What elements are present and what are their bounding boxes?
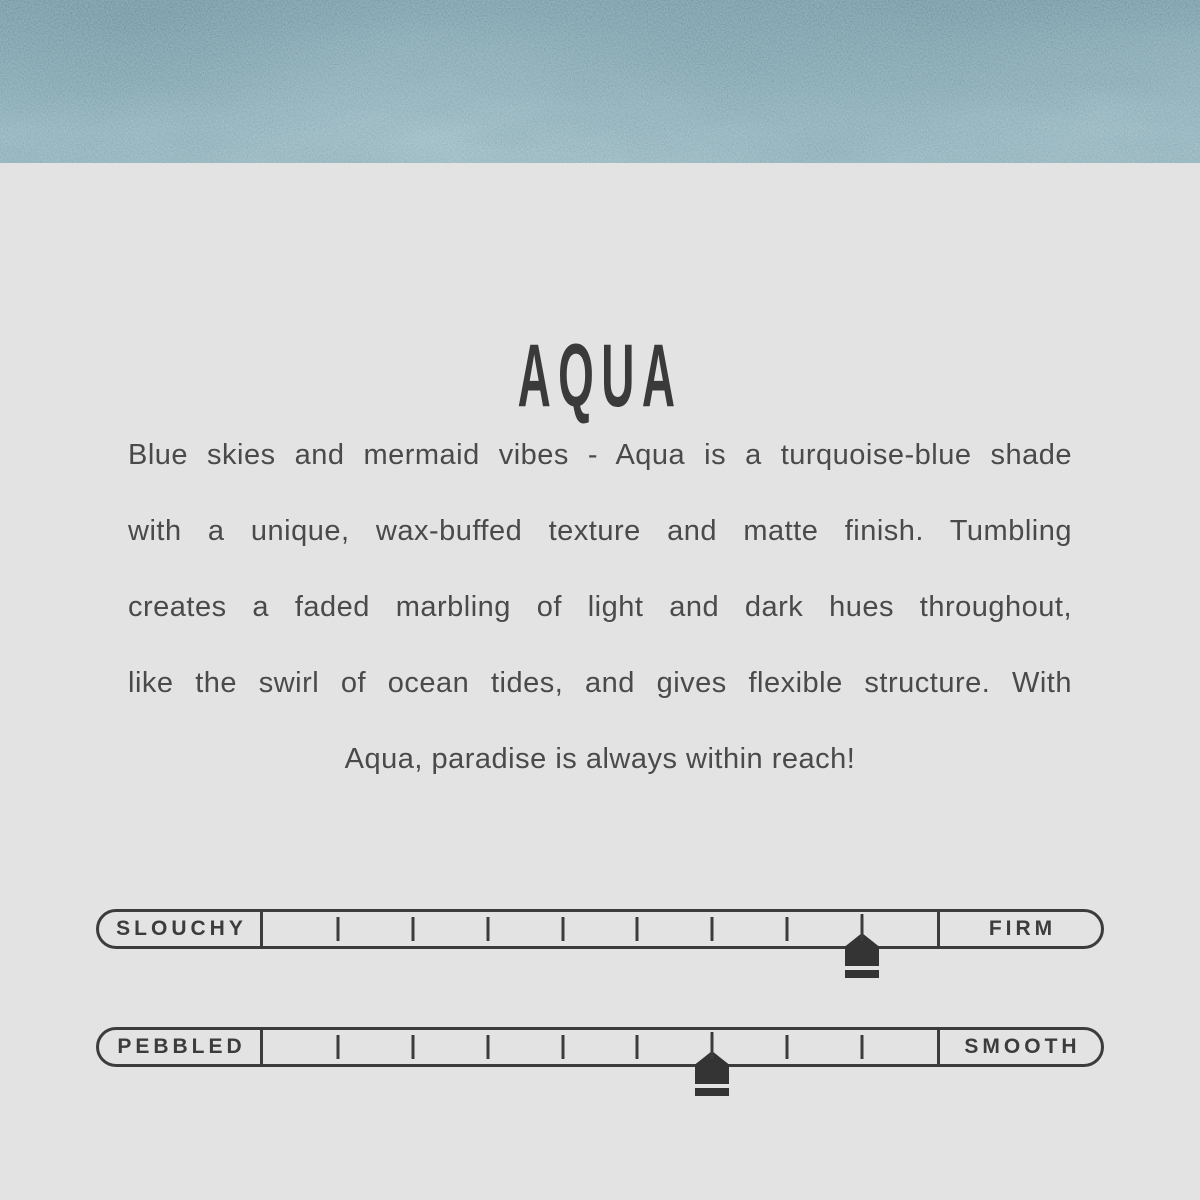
scale-tick	[486, 917, 489, 941]
scale-tick	[786, 1035, 789, 1059]
description-line: Blue skies and mermaid vibes - Aqua is a turquoise-blue shade	[128, 439, 1072, 471]
page-title: AQUA	[517, 325, 683, 425]
description-line: with a unique, wax-buffed texture and matte finish. Tumbling	[128, 515, 1072, 547]
scale-tick	[636, 1035, 639, 1059]
scale-tick	[336, 917, 339, 941]
texture-scale	[96, 1027, 1104, 1067]
description-line: Aqua, paradise is always within reach!	[344, 743, 856, 775]
scale-label-firm: FIRM	[937, 912, 1101, 946]
scale-label-pebbled: PEBBLED	[99, 1030, 263, 1064]
scale-tick	[861, 917, 864, 941]
scale-tick	[711, 1035, 714, 1059]
scale-tick	[636, 917, 639, 941]
scale-label-slouchy: SLOUCHY	[99, 912, 263, 946]
scale-tick	[411, 1035, 414, 1059]
description-line: creates a faded marbling of light and dark hues throughout,	[128, 591, 1072, 623]
scale-tick	[711, 917, 714, 941]
scale-tick	[411, 917, 414, 941]
scale-tick	[486, 1035, 489, 1059]
firmness-scale	[96, 909, 1104, 949]
scale-tick	[561, 1035, 564, 1059]
leather-texture-image	[0, 0, 1200, 163]
scale-tick	[786, 917, 789, 941]
description-line: like the swirl of ocean tides, and gives flexible structure. With	[128, 667, 1072, 699]
scale-tick	[336, 1035, 339, 1059]
scale-tick	[861, 1035, 864, 1059]
color-description	[128, 417, 1072, 797]
scale-tick	[561, 917, 564, 941]
texture-scale-track	[263, 1030, 937, 1064]
leather-grain-overlay	[0, 0, 1200, 163]
firmness-scale-track	[263, 912, 937, 946]
scale-label-smooth: SMOOTH	[937, 1030, 1101, 1064]
